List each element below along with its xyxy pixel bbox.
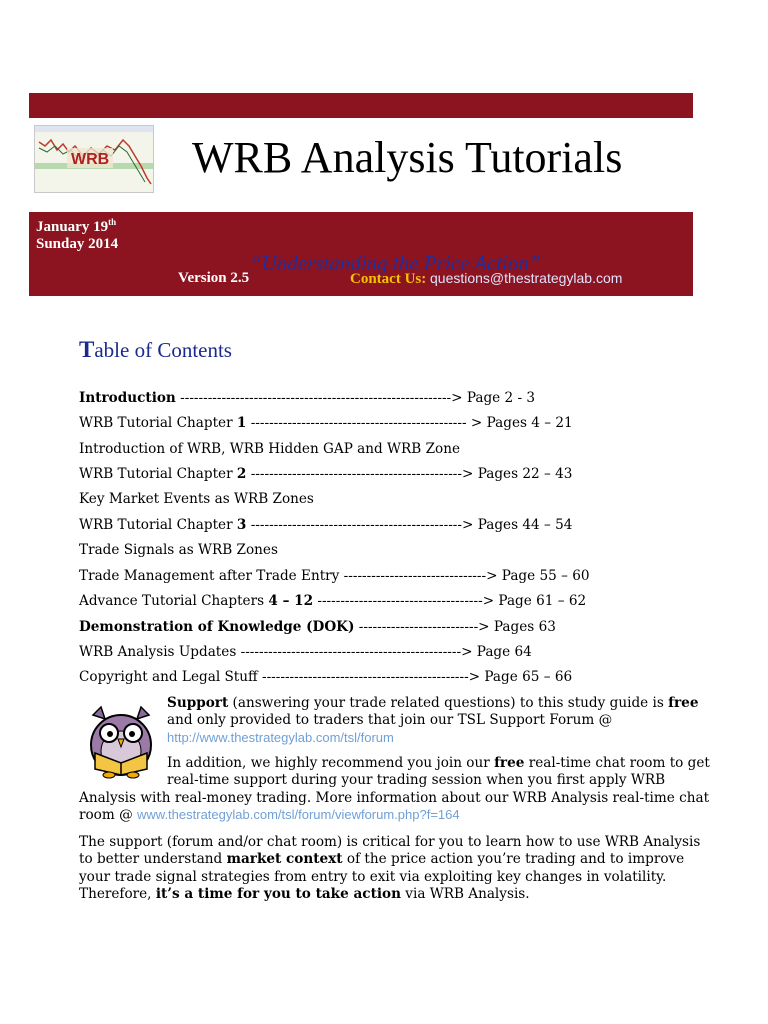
toc-entry-copyright[interactable]: Copyright and Legal Stuff ---------------------------------------------> Page 65 – 66 [79, 669, 573, 685]
owl-mascot [79, 705, 159, 779]
toc-entry-chapter-1[interactable]: WRB Tutorial Chapter 1 ----------------------------------------------- > Pages 4 – 21 [79, 415, 573, 431]
contact-label: Contact Us: [350, 271, 427, 287]
toc-heading-initial: T [79, 337, 95, 362]
support-line-1: Support (answering your trade related questions) to this study guide is free [167, 695, 699, 711]
chat-line-4: room @ www.thestrategylab.com/tsl/forum/viewforum.php?f=164 [79, 807, 460, 823]
tagline: “Understanding the Price Action” [250, 251, 541, 275]
toc-entry-introduction[interactable]: Introduction -----------------------------------------------------------> Page 2 - 3 [79, 390, 536, 406]
closing-line-3: your trade signal strategies from entry to exit via exploiting key changes in volatility. [79, 869, 667, 885]
chat-room-link[interactable]: www.thestrategylab.com/tsl/forum/viewforum.php?f=164 [137, 807, 460, 822]
toc-entry-chapter-3-desc: Trade Signals as WRB Zones [79, 542, 278, 558]
chat-line-2: real-time support during your trading session when you first apply WRB [167, 772, 666, 788]
closing-line-4: Therefore, it’s a time for you to take action via WRB Analysis. [79, 886, 530, 902]
support-line-2: and only provided to traders that join our TSL Support Forum @ [167, 712, 613, 728]
contact-line [350, 270, 622, 288]
toc-entry-chapter-1-desc: Introduction of WRB, WRB Hidden GAP and WRB Zone [79, 441, 461, 457]
support-forum-link-line [167, 730, 394, 747]
top-band [29, 93, 693, 118]
closing-line-1: The support (forum and/or chat room) is critical for you to learn how to use WRB Analysis [79, 834, 701, 850]
toc-entry-trade-management[interactable]: Trade Management after Trade Entry -------------------------------> Page 55 – 60 [79, 568, 590, 584]
closing-line-2: to better understand market context of the price action you’re trading and to improve [79, 851, 685, 867]
toc-heading [79, 337, 232, 363]
owl-icon [79, 705, 159, 779]
toc-entry-chapter-2-desc: Key Market Events as WRB Zones [79, 491, 314, 507]
document-title: WRB Analysis Tutorials [192, 133, 623, 182]
toc-entry-dok[interactable]: Demonstration of Knowledge (DOK) --------------------------> Pages 63 [79, 619, 556, 635]
date-line-1 [36, 217, 116, 236]
date-superscript: th [108, 217, 117, 227]
support-forum-link[interactable]: http://www.thestrategylab.com/tsl/forum [167, 730, 394, 745]
chat-line-3: Analysis with real-money trading. More information about our WRB Analysis real-time chat [79, 790, 710, 806]
date-line-2: Sunday 2014 [36, 236, 119, 252]
toc-entry-chapter-2[interactable]: WRB Tutorial Chapter 2 ----------------------------------------------> Pages 22 – 43 [79, 466, 573, 482]
contact-email-link[interactable]: questions@thestrategylab.com [430, 270, 623, 286]
chart-thumbnail [34, 125, 154, 193]
toc-heading-rest: able of Contents [94, 338, 232, 362]
date-month-day: January 19 [36, 219, 109, 235]
thumb-logo-text: WRB [71, 151, 110, 168]
toc-entry-advance-chapters[interactable]: Advance Tutorial Chapters 4 – 12 ------------------------------------> Page 61 – 62 [79, 593, 587, 609]
chart-thumbnail-graphic [35, 126, 153, 192]
chat-line-1: In addition, we highly recommend you join our free real-time chat room to get [167, 755, 710, 771]
toc-entry-updates[interactable]: WRB Analysis Updates ------------------------------------------------> Page 64 [79, 644, 532, 660]
version-label: Version 2.5 [178, 270, 250, 286]
toc-entry-chapter-3[interactable]: WRB Tutorial Chapter 3 ----------------------------------------------> Pages 44 – 54 [79, 517, 573, 533]
